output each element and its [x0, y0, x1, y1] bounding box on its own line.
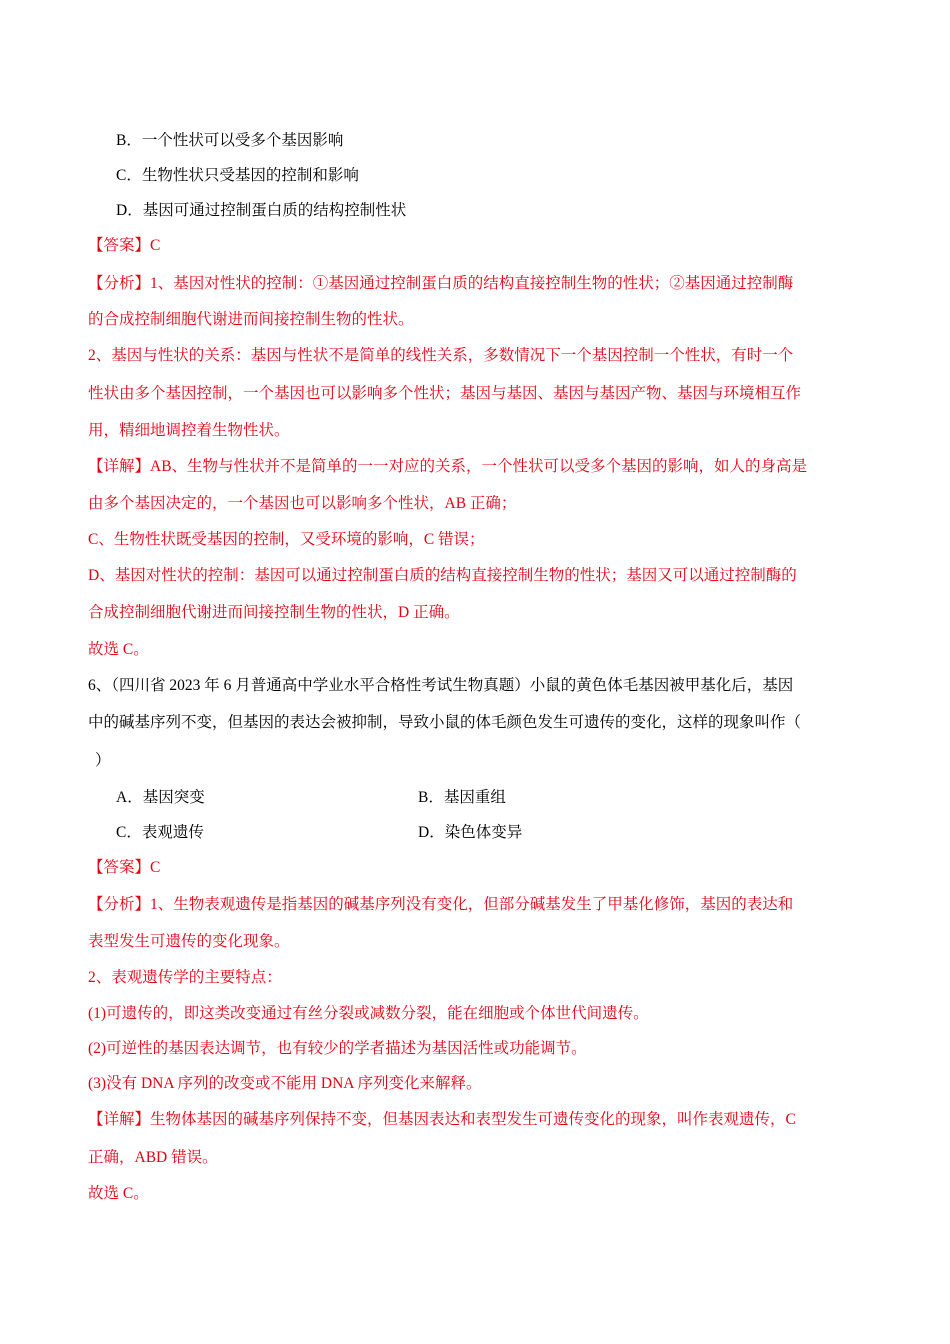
- q5-analysis-line-2: 的合成控制细胞代谢进而间接控制生物的性状。: [88, 311, 414, 328]
- q5-detail-line-1: 【详解】AB、生物与性状并不是简单的一一对应的关系，一个性状可以受多个基因的影响，如人的身高是: [88, 458, 808, 475]
- q6-answer: [88, 858, 864, 878]
- q6-option-a: A．基因突变: [116, 789, 205, 806]
- q5-option-d: D．基因可通过控制蛋白质的结构控制性状: [116, 202, 407, 219]
- q5-analysis-line-4: 性状由多个基因控制，一个基因也可以影响多个性状；基因与基因、基因与基因产物、基因与环境相互作: [88, 385, 802, 402]
- detail-tag: 【详解】: [88, 458, 151, 475]
- q5-detail-line-4: D、基因对性状的控制：基因可以通过控制蛋白质的结构直接控制生物的性状；基因又可以通过控制酶的: [88, 567, 797, 584]
- q5-answer: [88, 236, 864, 256]
- q6-analysis-line-6: (3)没有 DNA 序列的改变或不能用 DNA 序列变化来解释。: [88, 1075, 482, 1092]
- answer-value: C: [150, 859, 161, 876]
- answer-value: C: [150, 237, 161, 254]
- q5-analysis-line-5: 用，精细地调控着生物性状。: [88, 422, 290, 439]
- q6-conclusion: 故选 C。: [88, 1185, 149, 1202]
- q6-analysis-line-3: 2、表观遗传学的主要特点：: [88, 969, 282, 986]
- q6-option-c: C．表观遗传: [116, 824, 204, 841]
- q6-option-d: D．染色体变异: [418, 824, 523, 841]
- q6-analysis-line-2: 表型发生可遗传的变化现象。: [88, 933, 290, 950]
- answer-tag: 【答案】: [88, 859, 151, 876]
- q6-analysis-line-5: (2)可逆性的基因表达调节，也有较少的学者描述为基因活性或功能调节。: [88, 1040, 587, 1057]
- q5-detail-line-5: 合成控制细胞代谢进而间接控制生物的性状，D 正确。: [88, 604, 460, 621]
- q5-option-c: C．生物性状只受基因的控制和影响: [116, 167, 359, 184]
- q6-detail-line-2: 正确，ABD 错误。: [88, 1149, 218, 1166]
- q6-stem-line-2: 中的碱基序列不变，但基因的表达会被抑制，导致小鼠的体毛颜色发生可遗传的变化，这样的现象叫作（: [88, 714, 802, 731]
- q6-stem-line-3: ）: [95, 752, 111, 769]
- q5-analysis-line-3: 2、基因与性状的关系：基因与性状不是简单的线性关系，多数情况下一个基因控制一个性状，有时一个: [88, 347, 794, 364]
- q6-analysis-line-1: 【分析】1、生物表观遗传是指基因的碱基序列没有变化，但部分碱基发生了甲基化修饰，基因的表达和: [88, 896, 794, 913]
- answer-tag: 【答案】: [88, 237, 151, 254]
- q6-option-b: B．基因重组: [418, 789, 506, 806]
- q6-stem-line-1: 6、（四川省 2023 年 6 月普通高中学业水平合格性考试生物真题）小鼠的黄色体毛基因被甲基化后，基因: [88, 677, 794, 694]
- q6-detail-line-1: 【详解】生物体基因的碱基序列保持不变，但基因表达和表型发生可遗传变化的现象，叫作表观遗传，C: [88, 1111, 796, 1128]
- analysis-tag: 【分析】: [88, 275, 151, 292]
- detail-tag: 【详解】: [88, 1111, 151, 1128]
- q5-conclusion: 故选 C。: [88, 641, 149, 658]
- q5-option-b: B．一个性状可以受多个基因影响: [116, 132, 344, 149]
- q6-analysis-line-4: (1)可遗传的，即这类改变通过有丝分裂或减数分裂，能在细胞或个体世代间遗传。: [88, 1005, 649, 1022]
- analysis-tag: 【分析】: [88, 896, 151, 913]
- q5-detail-line-3: C、生物性状既受基因的控制，又受环境的影响，C 错误；: [88, 531, 485, 548]
- q5-analysis-line-1: 【分析】1、基因对性状的控制：①基因通过控制蛋白质的结构直接控制生物的性状；②基因通过控制酶: [88, 275, 794, 292]
- q5-detail-line-2: 由多个基因决定的，一个基因也可以影响多个性状，AB 正确；: [88, 495, 517, 512]
